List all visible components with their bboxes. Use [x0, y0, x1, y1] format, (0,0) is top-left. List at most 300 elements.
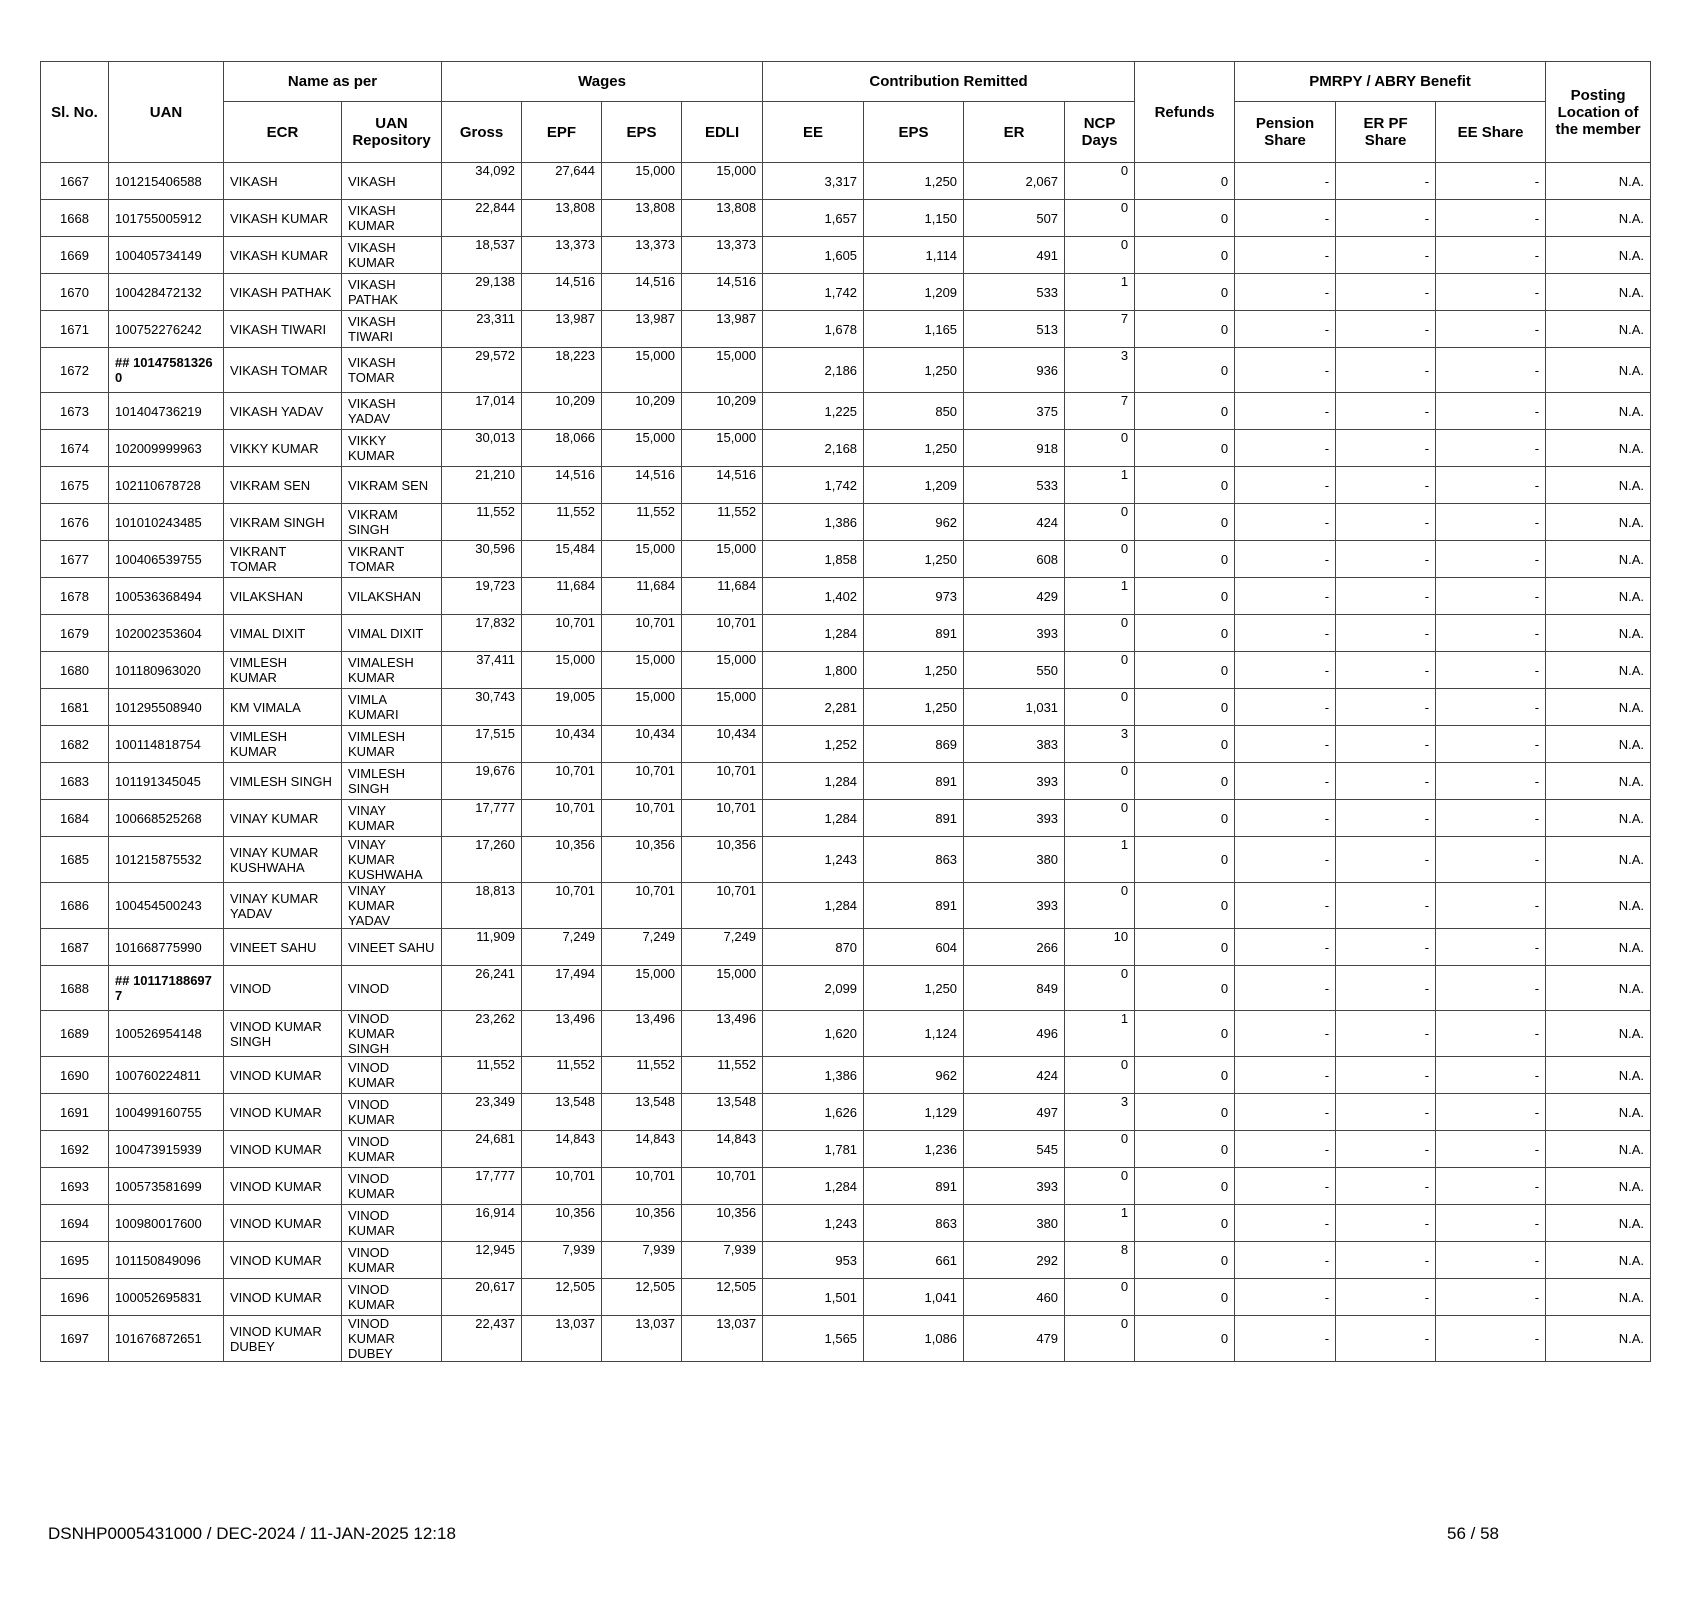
cell-er-pf-share: -: [1336, 1011, 1436, 1057]
cell-sl-no: 1667: [41, 163, 109, 200]
cell-posting-location: N.A.: [1546, 615, 1651, 652]
table-row: [41, 467, 1651, 504]
cell-ee-share: -: [1436, 929, 1546, 966]
cell-eps-contribution: 1,250: [864, 541, 964, 578]
cell-ncp-days: 1: [1065, 578, 1135, 615]
cell-pension-share: -: [1235, 883, 1336, 929]
cell-ee: 1,781: [763, 1131, 864, 1168]
cell-eps-contribution: 869: [864, 726, 964, 763]
cell-name-uan-repository: VINOD KUMAR SINGH: [342, 1011, 442, 1057]
cell-epf: 10,701: [522, 615, 602, 652]
cell-ee: 1,225: [763, 393, 864, 430]
cell-refunds: 0: [1135, 689, 1235, 726]
cell-pension-share: -: [1235, 763, 1336, 800]
cell-gross: 22,437: [442, 1316, 522, 1362]
cell-name-uan-repository: VIKRANT TOMAR: [342, 541, 442, 578]
cell-uan: 101215406588: [109, 163, 224, 200]
table-row: [41, 163, 1651, 200]
cell-sl-no: 1680: [41, 652, 109, 689]
cell-gross: 17,515: [442, 726, 522, 763]
cell-eps-contribution: 661: [864, 1242, 964, 1279]
cell-eps: 14,516: [602, 467, 682, 504]
cell-refunds: 0: [1135, 615, 1235, 652]
cell-epf: 14,516: [522, 274, 602, 311]
cell-ee: 1,284: [763, 1168, 864, 1205]
cell-uan: 101150849096: [109, 1242, 224, 1279]
table-row: [41, 237, 1651, 274]
cell-name-uan-repository: VINAY KUMAR YADAV: [342, 883, 442, 929]
table-row: [41, 1316, 1651, 1362]
cell-gross: 26,241: [442, 966, 522, 1011]
cell-epf: 10,434: [522, 726, 602, 763]
cell-name-uan-repository: VINAY KUMAR KUSHWAHA: [342, 837, 442, 883]
cell-name-uan-repository: VINOD KUMAR: [342, 1242, 442, 1279]
cell-eps: 11,552: [602, 504, 682, 541]
cell-ee-share: -: [1436, 689, 1546, 726]
cell-edli: 7,249: [682, 929, 763, 966]
table-row: [41, 200, 1651, 237]
cell-posting-location: N.A.: [1546, 541, 1651, 578]
cell-eps: 10,701: [602, 615, 682, 652]
cell-epf: 10,356: [522, 1205, 602, 1242]
cell-ncp-days: 0: [1065, 200, 1135, 237]
cell-posting-location: N.A.: [1546, 800, 1651, 837]
cell-eps-contribution: 973: [864, 578, 964, 615]
cell-ee: 1,284: [763, 763, 864, 800]
cell-name-ecr: VIKASH TIWARI: [224, 311, 342, 348]
header-contribution-remitted: Contribution Remitted: [763, 62, 1135, 102]
cell-sl-no: 1695: [41, 1242, 109, 1279]
cell-eps-contribution: 1,114: [864, 237, 964, 274]
table-row: [41, 929, 1651, 966]
cell-ee-share: -: [1436, 1057, 1546, 1094]
cell-refunds: 0: [1135, 504, 1235, 541]
cell-name-ecr: VINOD: [224, 966, 342, 1011]
cell-name-uan-repository: VIKKY KUMAR: [342, 430, 442, 467]
cell-er-pf-share: -: [1336, 837, 1436, 883]
cell-uan: ## 10117188697 7: [109, 966, 224, 1011]
cell-gross: 19,676: [442, 763, 522, 800]
cell-er-pf-share: -: [1336, 1057, 1436, 1094]
cell-ncp-days: 0: [1065, 966, 1135, 1011]
cell-sl-no: 1668: [41, 200, 109, 237]
cell-er: 507: [964, 200, 1065, 237]
cell-name-ecr: VIMLESH KUMAR: [224, 726, 342, 763]
cell-name-ecr: VIKASH TOMAR: [224, 348, 342, 393]
cell-gross: 17,777: [442, 1168, 522, 1205]
cell-name-uan-repository: VIKASH TOMAR: [342, 348, 442, 393]
cell-edli: 11,552: [682, 1057, 763, 1094]
cell-edli: 14,843: [682, 1131, 763, 1168]
cell-eps: 13,808: [602, 200, 682, 237]
cell-er-pf-share: -: [1336, 274, 1436, 311]
cell-name-ecr: VIKASH: [224, 163, 342, 200]
cell-epf: 10,701: [522, 800, 602, 837]
cell-uan: 102009999963: [109, 430, 224, 467]
cell-epf: 10,356: [522, 837, 602, 883]
header-wages: Wages: [442, 62, 763, 102]
cell-ee-share: -: [1436, 1168, 1546, 1205]
cell-epf: 19,005: [522, 689, 602, 726]
cell-name-ecr: VIKASH YADAV: [224, 393, 342, 430]
cell-epf: 13,496: [522, 1011, 602, 1057]
cell-refunds: 0: [1135, 800, 1235, 837]
cell-sl-no: 1669: [41, 237, 109, 274]
cell-epf: 18,223: [522, 348, 602, 393]
cell-er: 1,031: [964, 689, 1065, 726]
cell-epf: 12,505: [522, 1279, 602, 1316]
cell-ncp-days: 0: [1065, 1131, 1135, 1168]
cell-name-ecr: VILAKSHAN: [224, 578, 342, 615]
cell-name-ecr: VINOD KUMAR: [224, 1279, 342, 1316]
cell-gross: 17,777: [442, 800, 522, 837]
header-gross: Gross: [442, 102, 522, 163]
cell-er-pf-share: -: [1336, 541, 1436, 578]
cell-eps: 15,000: [602, 689, 682, 726]
cell-ncp-days: 7: [1065, 393, 1135, 430]
cell-gross: 17,260: [442, 837, 522, 883]
cell-er-pf-share: -: [1336, 430, 1436, 467]
table-row: [41, 348, 1651, 393]
cell-sl-no: 1687: [41, 929, 109, 966]
cell-eps: 14,516: [602, 274, 682, 311]
cell-ncp-days: 0: [1065, 800, 1135, 837]
cell-er-pf-share: -: [1336, 348, 1436, 393]
header-eps-contribution: EPS: [864, 102, 964, 163]
cell-edli: 13,496: [682, 1011, 763, 1057]
cell-uan: ## 10147581326 0: [109, 348, 224, 393]
cell-er-pf-share: -: [1336, 1168, 1436, 1205]
cell-uan: 100668525268: [109, 800, 224, 837]
cell-er: 496: [964, 1011, 1065, 1057]
footer-reference: DSNHP0005431000 / DEC-2024 / 11-JAN-2025 12:18: [48, 1524, 456, 1543]
cell-ee: 1,858: [763, 541, 864, 578]
cell-ee-share: -: [1436, 800, 1546, 837]
cell-ee-share: -: [1436, 541, 1546, 578]
cell-edli: 10,356: [682, 837, 763, 883]
cell-ee: 1,243: [763, 837, 864, 883]
cell-name-ecr: VINOD KUMAR: [224, 1205, 342, 1242]
cell-pension-share: -: [1235, 1279, 1336, 1316]
cell-eps: 11,552: [602, 1057, 682, 1094]
cell-er-pf-share: -: [1336, 311, 1436, 348]
cell-ncp-days: 0: [1065, 163, 1135, 200]
cell-ncp-days: 0: [1065, 1168, 1135, 1205]
cell-posting-location: N.A.: [1546, 689, 1651, 726]
table-row: [41, 274, 1651, 311]
cell-sl-no: 1676: [41, 504, 109, 541]
cell-uan: 102110678728: [109, 467, 224, 504]
cell-name-ecr: VIKRAM SEN: [224, 467, 342, 504]
table-row: [41, 504, 1651, 541]
cell-uan: 100536368494: [109, 578, 224, 615]
cell-pension-share: -: [1235, 430, 1336, 467]
cell-name-ecr: VINAY KUMAR YADAV: [224, 883, 342, 929]
cell-sl-no: 1690: [41, 1057, 109, 1094]
cell-ee: 1,626: [763, 1094, 864, 1131]
cell-ee: 2,168: [763, 430, 864, 467]
cell-epf: 11,552: [522, 1057, 602, 1094]
cell-ee-share: -: [1436, 1011, 1546, 1057]
cell-eps: 15,000: [602, 348, 682, 393]
cell-eps: 15,000: [602, 652, 682, 689]
cell-eps-contribution: 850: [864, 393, 964, 430]
ecr-contribution-table: [40, 61, 1651, 1362]
cell-refunds: 0: [1135, 1168, 1235, 1205]
cell-edli: 13,808: [682, 200, 763, 237]
cell-refunds: 0: [1135, 578, 1235, 615]
cell-eps: 13,496: [602, 1011, 682, 1057]
cell-posting-location: N.A.: [1546, 1316, 1651, 1362]
cell-ee: 1,565: [763, 1316, 864, 1362]
cell-sl-no: 1678: [41, 578, 109, 615]
cell-name-uan-repository: VINOD KUMAR: [342, 1094, 442, 1131]
cell-edli: 15,000: [682, 652, 763, 689]
cell-pension-share: -: [1235, 541, 1336, 578]
cell-posting-location: N.A.: [1546, 652, 1651, 689]
cell-ee-share: -: [1436, 311, 1546, 348]
cell-edli: 15,000: [682, 689, 763, 726]
cell-gross: 17,014: [442, 393, 522, 430]
cell-name-ecr: VINEET SAHU: [224, 929, 342, 966]
cell-er: 375: [964, 393, 1065, 430]
cell-pension-share: -: [1235, 966, 1336, 1011]
cell-ee: 1,386: [763, 504, 864, 541]
cell-name-ecr: VIKRAM SINGH: [224, 504, 342, 541]
cell-edli: 15,000: [682, 966, 763, 1011]
cell-name-ecr: VIKKY KUMAR: [224, 430, 342, 467]
cell-edli: 15,000: [682, 430, 763, 467]
cell-ncp-days: 3: [1065, 726, 1135, 763]
cell-er-pf-share: -: [1336, 1316, 1436, 1362]
cell-gross: 11,552: [442, 504, 522, 541]
cell-er-pf-share: -: [1336, 883, 1436, 929]
cell-refunds: 0: [1135, 883, 1235, 929]
header-pmrpy-abry: PMRPY / ABRY Benefit: [1235, 62, 1546, 102]
cell-pension-share: -: [1235, 311, 1336, 348]
cell-sl-no: 1689: [41, 1011, 109, 1057]
cell-uan: 100499160755: [109, 1094, 224, 1131]
cell-uan: 101668775990: [109, 929, 224, 966]
cell-er: 393: [964, 763, 1065, 800]
cell-name-uan-repository: VINOD: [342, 966, 442, 1011]
cell-name-uan-repository: VINOD KUMAR: [342, 1131, 442, 1168]
cell-pension-share: -: [1235, 467, 1336, 504]
cell-edli: 10,701: [682, 763, 763, 800]
cell-uan: 100454500243: [109, 883, 224, 929]
cell-epf: 14,516: [522, 467, 602, 504]
cell-refunds: 0: [1135, 1242, 1235, 1279]
cell-gross: 18,537: [442, 237, 522, 274]
header-ncp-days: NCP Days: [1065, 102, 1135, 163]
cell-ee: 1,800: [763, 652, 864, 689]
cell-pension-share: -: [1235, 504, 1336, 541]
cell-ee-share: -: [1436, 504, 1546, 541]
cell-sl-no: 1694: [41, 1205, 109, 1242]
cell-ncp-days: 0: [1065, 1057, 1135, 1094]
cell-er-pf-share: -: [1336, 1094, 1436, 1131]
cell-pension-share: -: [1235, 929, 1336, 966]
cell-eps: 10,701: [602, 1168, 682, 1205]
cell-epf: 13,548: [522, 1094, 602, 1131]
cell-pension-share: -: [1235, 1011, 1336, 1057]
cell-eps-contribution: 962: [864, 1057, 964, 1094]
cell-refunds: 0: [1135, 763, 1235, 800]
cell-pension-share: -: [1235, 726, 1336, 763]
cell-er-pf-share: -: [1336, 504, 1436, 541]
cell-refunds: 0: [1135, 430, 1235, 467]
cell-ee-share: -: [1436, 966, 1546, 1011]
table-row: [41, 615, 1651, 652]
cell-edli: 15,000: [682, 348, 763, 393]
cell-eps-contribution: 1,250: [864, 348, 964, 393]
cell-gross: 20,617: [442, 1279, 522, 1316]
cell-eps-contribution: 891: [864, 883, 964, 929]
cell-sl-no: 1672: [41, 348, 109, 393]
cell-er: 936: [964, 348, 1065, 393]
cell-eps-contribution: 1,250: [864, 966, 964, 1011]
cell-ee-share: -: [1436, 652, 1546, 689]
cell-epf: 13,037: [522, 1316, 602, 1362]
footer-page-number: 56 / 58: [1447, 1524, 1499, 1543]
cell-er: 491: [964, 237, 1065, 274]
cell-epf: 10,209: [522, 393, 602, 430]
cell-er: 393: [964, 615, 1065, 652]
table-row: [41, 800, 1651, 837]
cell-posting-location: N.A.: [1546, 763, 1651, 800]
cell-name-uan-repository: VINOD KUMAR DUBEY: [342, 1316, 442, 1362]
cell-name-uan-repository: VIKASH KUMAR: [342, 200, 442, 237]
header-posting-location: Posting Location of the member: [1546, 62, 1651, 163]
cell-gross: 11,552: [442, 1057, 522, 1094]
cell-epf: 18,066: [522, 430, 602, 467]
cell-ee-share: -: [1436, 163, 1546, 200]
cell-gross: 22,844: [442, 200, 522, 237]
cell-uan: 100052695831: [109, 1279, 224, 1316]
cell-pension-share: -: [1235, 615, 1336, 652]
cell-er: 393: [964, 800, 1065, 837]
cell-er: 424: [964, 504, 1065, 541]
cell-eps-contribution: 891: [864, 1168, 964, 1205]
cell-eps-contribution: 863: [864, 1205, 964, 1242]
cell-ee-share: -: [1436, 883, 1546, 929]
cell-er: 550: [964, 652, 1065, 689]
cell-er-pf-share: -: [1336, 1205, 1436, 1242]
cell-epf: 13,987: [522, 311, 602, 348]
cell-posting-location: N.A.: [1546, 966, 1651, 1011]
cell-uan: 101404736219: [109, 393, 224, 430]
cell-ee-share: -: [1436, 393, 1546, 430]
cell-epf: 11,552: [522, 504, 602, 541]
table-row: [41, 1057, 1651, 1094]
cell-eps: 10,356: [602, 1205, 682, 1242]
cell-ncp-days: 0: [1065, 541, 1135, 578]
cell-er: 497: [964, 1094, 1065, 1131]
cell-edli: 10,209: [682, 393, 763, 430]
cell-sl-no: 1685: [41, 837, 109, 883]
header-er-pf-share: ER PF Share: [1336, 102, 1436, 163]
cell-pension-share: -: [1235, 1242, 1336, 1279]
cell-sl-no: 1675: [41, 467, 109, 504]
cell-ee-share: -: [1436, 430, 1546, 467]
cell-eps-contribution: 1,250: [864, 163, 964, 200]
cell-posting-location: N.A.: [1546, 504, 1651, 541]
cell-gross: 23,349: [442, 1094, 522, 1131]
cell-er: 393: [964, 883, 1065, 929]
cell-gross: 30,596: [442, 541, 522, 578]
cell-gross: 30,013: [442, 430, 522, 467]
cell-name-ecr: VIKASH KUMAR: [224, 200, 342, 237]
cell-name-uan-repository: VINAY KUMAR: [342, 800, 442, 837]
cell-ncp-days: 0: [1065, 504, 1135, 541]
cell-posting-location: N.A.: [1546, 578, 1651, 615]
cell-posting-location: N.A.: [1546, 274, 1651, 311]
cell-uan: 100114818754: [109, 726, 224, 763]
table-row: [41, 1168, 1651, 1205]
cell-eps-contribution: 1,250: [864, 689, 964, 726]
cell-sl-no: 1692: [41, 1131, 109, 1168]
cell-edli: 13,373: [682, 237, 763, 274]
cell-posting-location: N.A.: [1546, 1205, 1651, 1242]
cell-name-ecr: VINOD KUMAR: [224, 1242, 342, 1279]
cell-refunds: 0: [1135, 1279, 1235, 1316]
header-uan-repository: UAN Repository: [342, 102, 442, 163]
table-row: [41, 966, 1651, 1011]
cell-name-ecr: VINAY KUMAR: [224, 800, 342, 837]
cell-name-ecr: VINOD KUMAR: [224, 1094, 342, 1131]
cell-er-pf-share: -: [1336, 1242, 1436, 1279]
cell-ncp-days: 0: [1065, 652, 1135, 689]
table-row: [41, 652, 1651, 689]
cell-eps-contribution: 863: [864, 837, 964, 883]
table-row: [41, 541, 1651, 578]
cell-name-uan-repository: VIMLESH KUMAR: [342, 726, 442, 763]
cell-uan: 101191345045: [109, 763, 224, 800]
cell-sl-no: 1686: [41, 883, 109, 929]
table-row: [41, 689, 1651, 726]
table-header: [41, 62, 1651, 163]
cell-er-pf-share: -: [1336, 726, 1436, 763]
cell-er: 608: [964, 541, 1065, 578]
cell-er: 292: [964, 1242, 1065, 1279]
cell-uan: 101755005912: [109, 200, 224, 237]
cell-name-uan-repository: VINOD KUMAR: [342, 1057, 442, 1094]
cell-eps-contribution: 1,150: [864, 200, 964, 237]
header-edli: EDLI: [682, 102, 763, 163]
cell-uan: 100980017600: [109, 1205, 224, 1242]
cell-ee: 2,099: [763, 966, 864, 1011]
cell-uan: 101676872651: [109, 1316, 224, 1362]
cell-sl-no: 1693: [41, 1168, 109, 1205]
cell-eps: 14,843: [602, 1131, 682, 1168]
cell-refunds: 0: [1135, 393, 1235, 430]
cell-gross: 23,311: [442, 311, 522, 348]
cell-eps-contribution: 1,236: [864, 1131, 964, 1168]
cell-eps-contribution: 1,041: [864, 1279, 964, 1316]
cell-uan: 100760224811: [109, 1057, 224, 1094]
cell-name-uan-repository: VIKASH PATHAK: [342, 274, 442, 311]
cell-ncp-days: 10: [1065, 929, 1135, 966]
cell-sl-no: 1697: [41, 1316, 109, 1362]
cell-ee: 1,284: [763, 883, 864, 929]
cell-ncp-days: 1: [1065, 467, 1135, 504]
cell-posting-location: N.A.: [1546, 1131, 1651, 1168]
cell-sl-no: 1671: [41, 311, 109, 348]
cell-posting-location: N.A.: [1546, 929, 1651, 966]
cell-ncp-days: 0: [1065, 1279, 1135, 1316]
cell-pension-share: -: [1235, 237, 1336, 274]
cell-eps: 7,939: [602, 1242, 682, 1279]
